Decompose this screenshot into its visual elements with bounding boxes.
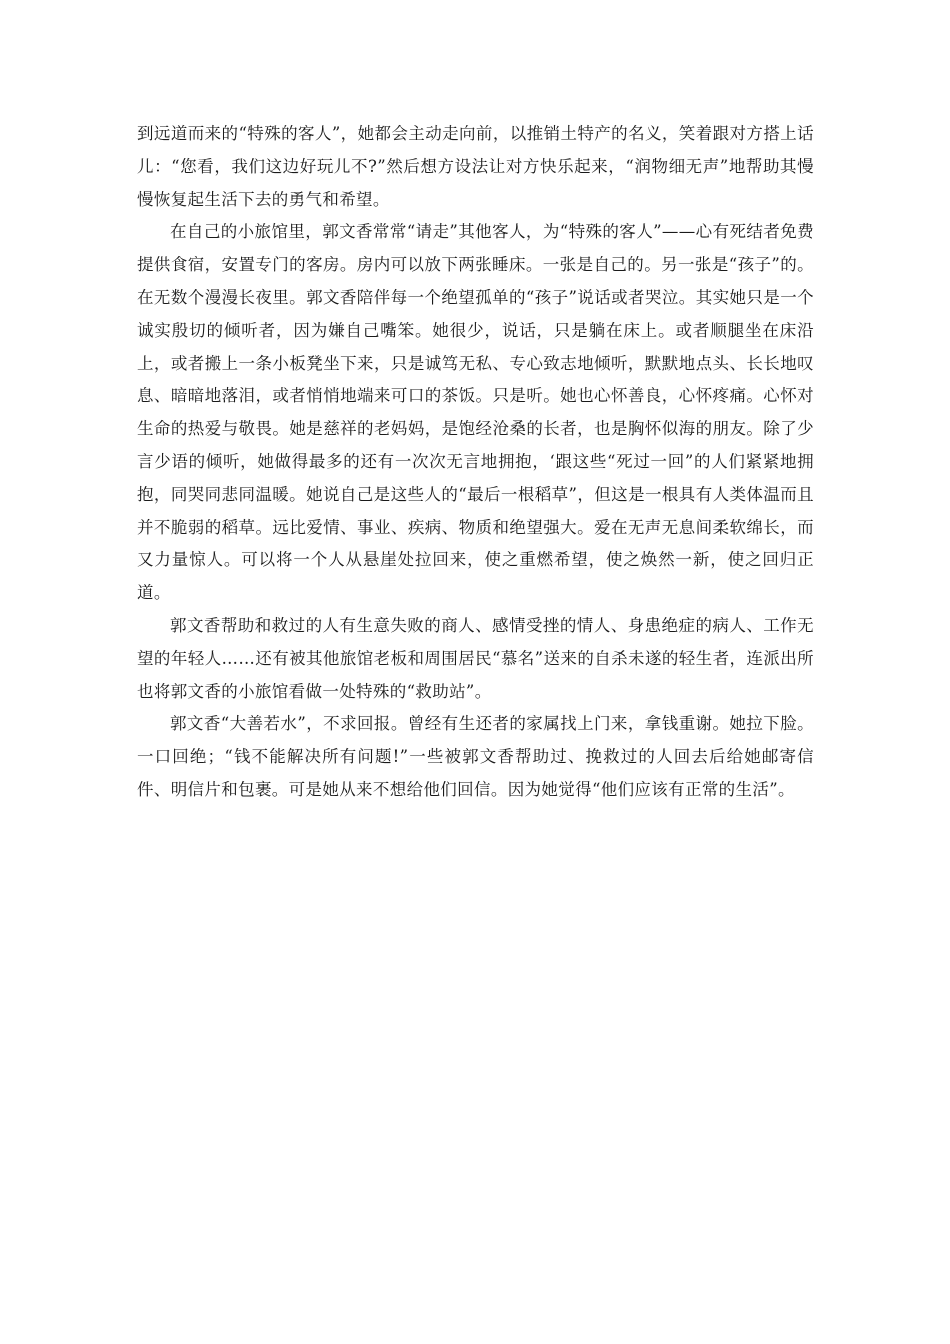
paragraph-people-helped: 郭文香帮助和救过的人有生意失败的商人、感情受挫的情人、身患绝症的病人、工作无望的年轻人……还有被其他旅馆老板和周围居民“慕名”送来的自杀未遂的轻生者，连派出所也将郭文香的小旅馆看做一处特殊的“救助站”。 [137,615,814,701]
paragraph-hotel-listening: 在自己的小旅馆里，郭文香常常“请走”其他客人，为“特殊的客人”——心有死结者免费提供食宿，安置专门的客房。房内可以放下两张睡床。一张是自己的。另一张是“孩子”的。在无数个漫漫长夜里。郭文香陪伴每一个绝望孤单的“孩子”说话或者哭泣。其实她只是一个诚实殷切的倾听者，因为嫌自己嘴笨。她很少，说话，只是躺在床上。或者顺腿坐在床沿上，或者搬上一条小板凳坐下来，只是诚笃无私、专心致志地倾听，默默地点头、长长地叹息、暗暗地落泪，或者悄悄地端来可口的茶饭。只是听。她也心怀善良，心怀疼痛。心怀对生命的热爱与敬畏。她是慈祥的老妈妈，是饱经沧桑的长者，也是胸怀似海的朋友。除了少言少语的倾听，她做得最多的还有一次次无言地拥抱，‘跟这些“死过一回”的人们紧紧地拥抱，同哭同悲同温暖。她说自己是这些人的“最后一根稻草”，但这是一根具有人类体温而且并不脆弱的稻草。远比爱情、事业、疾病、物质和绝望强大。爱在无声无息间柔软绵长，而又力量惊人。可以将一个人从悬崖处拉回来，使之重燃希望，使之焕然一新，使之回归正道。 [137,222,814,603]
article-body [137,118,814,807]
paragraph-no-reward: 郭文香“大善若水”，不求回报。曾经有生还者的家属找上门来，拿钱重谢。她拉下脸。一口回绝；“钱不能解决所有问题!”一些被郭文香帮助过、挽救过的人回去后给她邮寄信件、明信片和包裹。可是她从来不想给他们回信。因为她觉得“他们应该有正常的生活”。 [137,714,814,799]
paragraph-continuation: 到远道而来的“特殊的客人”，她都会主动走向前，以推销土特产的名义，笑着跟对方搭上话儿：“您看，我们这边好玩儿不?”然后想方设法让对方快乐起来，“润物细无声”地帮助其慢慢恢复起生活下去的勇气和希望。 [137,124,814,209]
